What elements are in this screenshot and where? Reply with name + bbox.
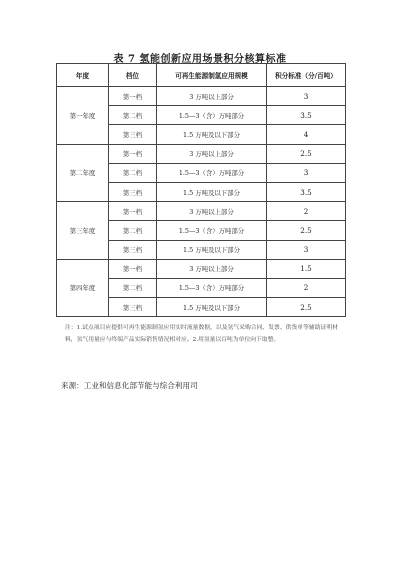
table-row bbox=[57, 259, 346, 278]
scale-cell: 3 万吨以上部分 bbox=[157, 144, 267, 163]
score-cell: 4 bbox=[267, 125, 346, 144]
scale-cell: 1.5 万吨及以下部分 bbox=[157, 240, 267, 259]
header-year: 年度 bbox=[57, 64, 109, 87]
scale-cell: 3 万吨以上部分 bbox=[157, 202, 267, 221]
score-cell: 2 bbox=[267, 278, 346, 297]
year-cell: 第四年度 bbox=[57, 259, 109, 317]
table-row bbox=[57, 202, 346, 221]
tier-cell: 第三档 bbox=[109, 125, 157, 144]
table-title: 表 7 氢能创新应用场景积分核算标准 bbox=[113, 54, 287, 65]
scale-cell: 1.5—3（含）万吨部分 bbox=[157, 221, 267, 240]
score-cell: 3 bbox=[267, 87, 346, 106]
scale-cell: 1.5 万吨及以下部分 bbox=[157, 125, 267, 144]
tier-cell: 第三档 bbox=[109, 298, 157, 317]
tier-cell: 第三档 bbox=[109, 182, 157, 201]
header-scale: 可再生能源制氢应用规模 bbox=[157, 64, 267, 87]
table-footnote: 注：1.试点项目应提供可再生能源制氢应用实时流量数据，以及氢气采购合同、发票、供货单等辅助证明材料，氢气用量应与终端产品实际销售情况相对应。2.用氢量以百吨为单位向下取整。 bbox=[65, 325, 338, 343]
tier-cell: 第一档 bbox=[109, 144, 157, 163]
score-cell: 3 bbox=[267, 163, 346, 182]
score-cell: 2.5 bbox=[267, 298, 346, 317]
score-cell: 2.5 bbox=[267, 221, 346, 240]
table-row bbox=[57, 144, 346, 163]
scale-cell: 3 万吨以上部分 bbox=[157, 87, 267, 106]
tier-cell: 第二档 bbox=[109, 106, 157, 125]
header-score: 积分标准（分/百吨） bbox=[267, 64, 346, 87]
header-tier: 档位 bbox=[109, 64, 157, 87]
score-cell: 2.5 bbox=[267, 144, 346, 163]
score-cell: 2 bbox=[267, 202, 346, 221]
score-cell: 1.5 bbox=[267, 259, 346, 278]
table-header-row bbox=[57, 64, 346, 87]
tier-cell: 第一档 bbox=[109, 202, 157, 221]
tier-cell: 第二档 bbox=[109, 163, 157, 182]
score-cell: 3.5 bbox=[267, 182, 346, 201]
tier-cell: 第一档 bbox=[109, 259, 157, 278]
source-line: 来源：工业和信息化部节能与综合利用司 bbox=[61, 381, 198, 390]
scale-cell: 1.5—3（含）万吨部分 bbox=[157, 106, 267, 125]
tier-cell: 第三档 bbox=[109, 240, 157, 259]
score-cell: 3.5 bbox=[267, 106, 346, 125]
tier-cell: 第二档 bbox=[109, 221, 157, 240]
score-cell: 3 bbox=[267, 240, 346, 259]
scale-cell: 1.5 万吨及以下部分 bbox=[157, 298, 267, 317]
year-cell: 第二年度 bbox=[57, 144, 109, 202]
tier-cell: 第二档 bbox=[109, 278, 157, 297]
scale-cell: 1.5 万吨及以下部分 bbox=[157, 182, 267, 201]
tier-cell: 第一档 bbox=[109, 87, 157, 106]
scale-cell: 1.5—3（含）万吨部分 bbox=[157, 278, 267, 297]
scoring-table bbox=[56, 63, 346, 317]
scale-cell: 1.5—3（含）万吨部分 bbox=[157, 163, 267, 182]
table-row bbox=[57, 87, 346, 106]
year-cell: 第三年度 bbox=[57, 202, 109, 260]
scale-cell: 3 万吨以上部分 bbox=[157, 259, 267, 278]
year-cell: 第一年度 bbox=[57, 87, 109, 145]
